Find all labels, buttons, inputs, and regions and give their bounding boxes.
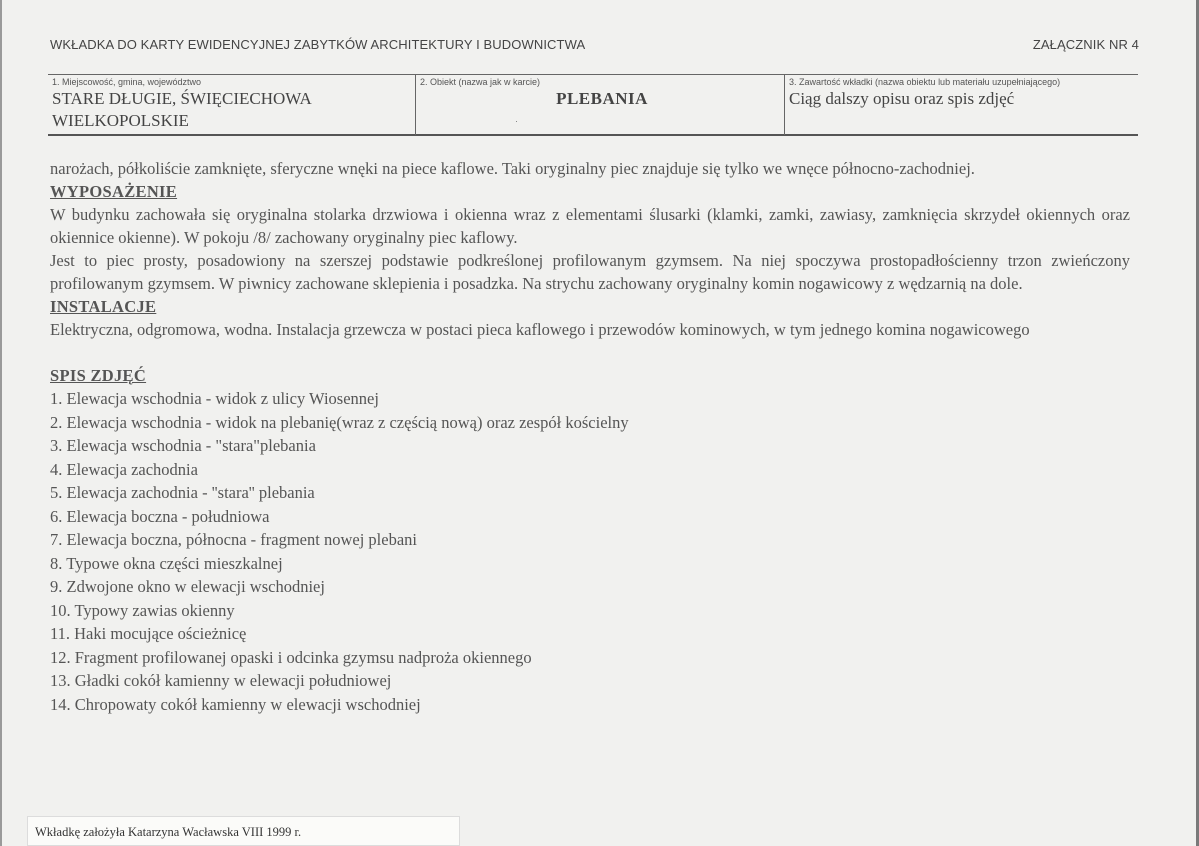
list-item: 7. Elewacja boczna, północna - fragment nowej plebani	[50, 530, 417, 549]
instalacje-paragraph: Elektryczna, odgromowa, wodna. Instalacja grzewcza w postaci pieca kaflowego i przewodów kominowych, w tym jednego komina nogawicowego	[50, 320, 1030, 339]
stray-mark: ·	[515, 116, 518, 126]
list-item: 14. Chropowaty cokół kamienny w elewacji wschodniej	[50, 694, 421, 714]
location-caption: 1. Miejscowość, gmina, województwo	[52, 77, 202, 87]
list-item: 12. Fragment profilowanej opaski i odcinka gzymsu nadproża okiennego	[50, 647, 532, 667]
location-line-2: WIELKOPOLSKIE	[52, 111, 189, 130]
author-note: Wkładkę założyła Katarzyna Wacławska VIII 1999 r.	[27, 816, 460, 846]
info-table	[48, 74, 1138, 136]
object-cell	[415, 75, 784, 135]
photo-list	[50, 387, 1130, 716]
blank-line	[50, 341, 1130, 364]
list-item: 4. Elewacja zachodnia	[50, 459, 198, 479]
list-item: 11. Haki mocujące ościeżnicę	[50, 624, 247, 643]
intro-paragraph: narożach, półkoliście zamknięte, sferyczne wnęki na piece kaflowe. Taki oryginalny piec znajduje się tylko we wnęce północno-zachodniej.	[50, 159, 975, 178]
list-item: 2. Elewacja wschodnia - widok na plebanię(wraz z częścią nową) oraz zespół kościelny	[50, 412, 629, 432]
annex-label: ZAŁĄCZNIK NR 4	[1032, 37, 1139, 52]
wyposazenie-paragraph-2: Jest to piec prosty, posadowiony na szerszej podstawie podkreślonej profilowanym gzymsem. Na niej spoczywa prostopadłościenny trzon zwieńczony profilowanym gzymsem. W piwnicy zachowane sklepienia i posadzka. Na strychu zachowany oryginalny komin nogawicowy z wędzarnią na dole.	[50, 251, 1130, 293]
list-item: 1. Elewacja wschodnia - widok z ulicy Wiosennej	[50, 389, 379, 408]
list-item: 5. Elewacja zachodnia - ''stara'' plebania	[50, 483, 315, 502]
object-name: PLEBANIA	[556, 89, 648, 108]
wyposazenie-paragraph-1: W budynku zachowała się oryginalna stolarka drzwiowa i okienna wraz z elementami ślusarki (klamki, zamki, zawiasy, zamknięcia skrzydeł okiennych oraz okiennice okienne). W pokoju /8/ zachowany oryginalny piec kaflowy.	[50, 205, 1130, 247]
list-item: 10. Typowy zawias okienny	[50, 600, 235, 620]
object-caption: 2. Obiekt (nazwa jak w karcie)	[420, 77, 541, 87]
section-heading-spis-zdjec: SPIS ZDJĘĆ	[50, 366, 147, 385]
list-item: 9. Zdwojone okno w elewacji wschodniej	[50, 577, 325, 596]
list-item: 6. Elewacja boczna - południowa	[50, 506, 270, 526]
location-line-1: STARE DŁUGIE, ŚWIĘCIECHOWA	[52, 89, 312, 108]
content-value: Ciąg dalszy opisu oraz spis zdjęć	[789, 89, 1015, 108]
list-item: 13. Gładki cokół kamienny w elewacji południowej	[50, 671, 392, 690]
list-item: 8. Typowe okna części mieszkalnej	[50, 553, 283, 573]
content-cell	[784, 75, 1138, 135]
document-body	[50, 157, 1130, 716]
section-heading-wyposazenie: WYPOSAŻENIE	[50, 182, 178, 201]
content-caption: 3. Zawartość wkładki (nazwa obiektu lub materiału uzupełniającego)	[789, 77, 1061, 87]
form-title: WKŁADKA DO KARTY EWIDENCYJNEJ ZABYTKÓW ARCHITEKTURY I BUDOWNICTWA	[50, 37, 586, 52]
section-heading-instalacje: INSTALACJE	[50, 297, 157, 316]
location-cell	[48, 75, 415, 135]
list-item: 3. Elewacja wschodnia - "stara"plebania	[50, 436, 316, 455]
